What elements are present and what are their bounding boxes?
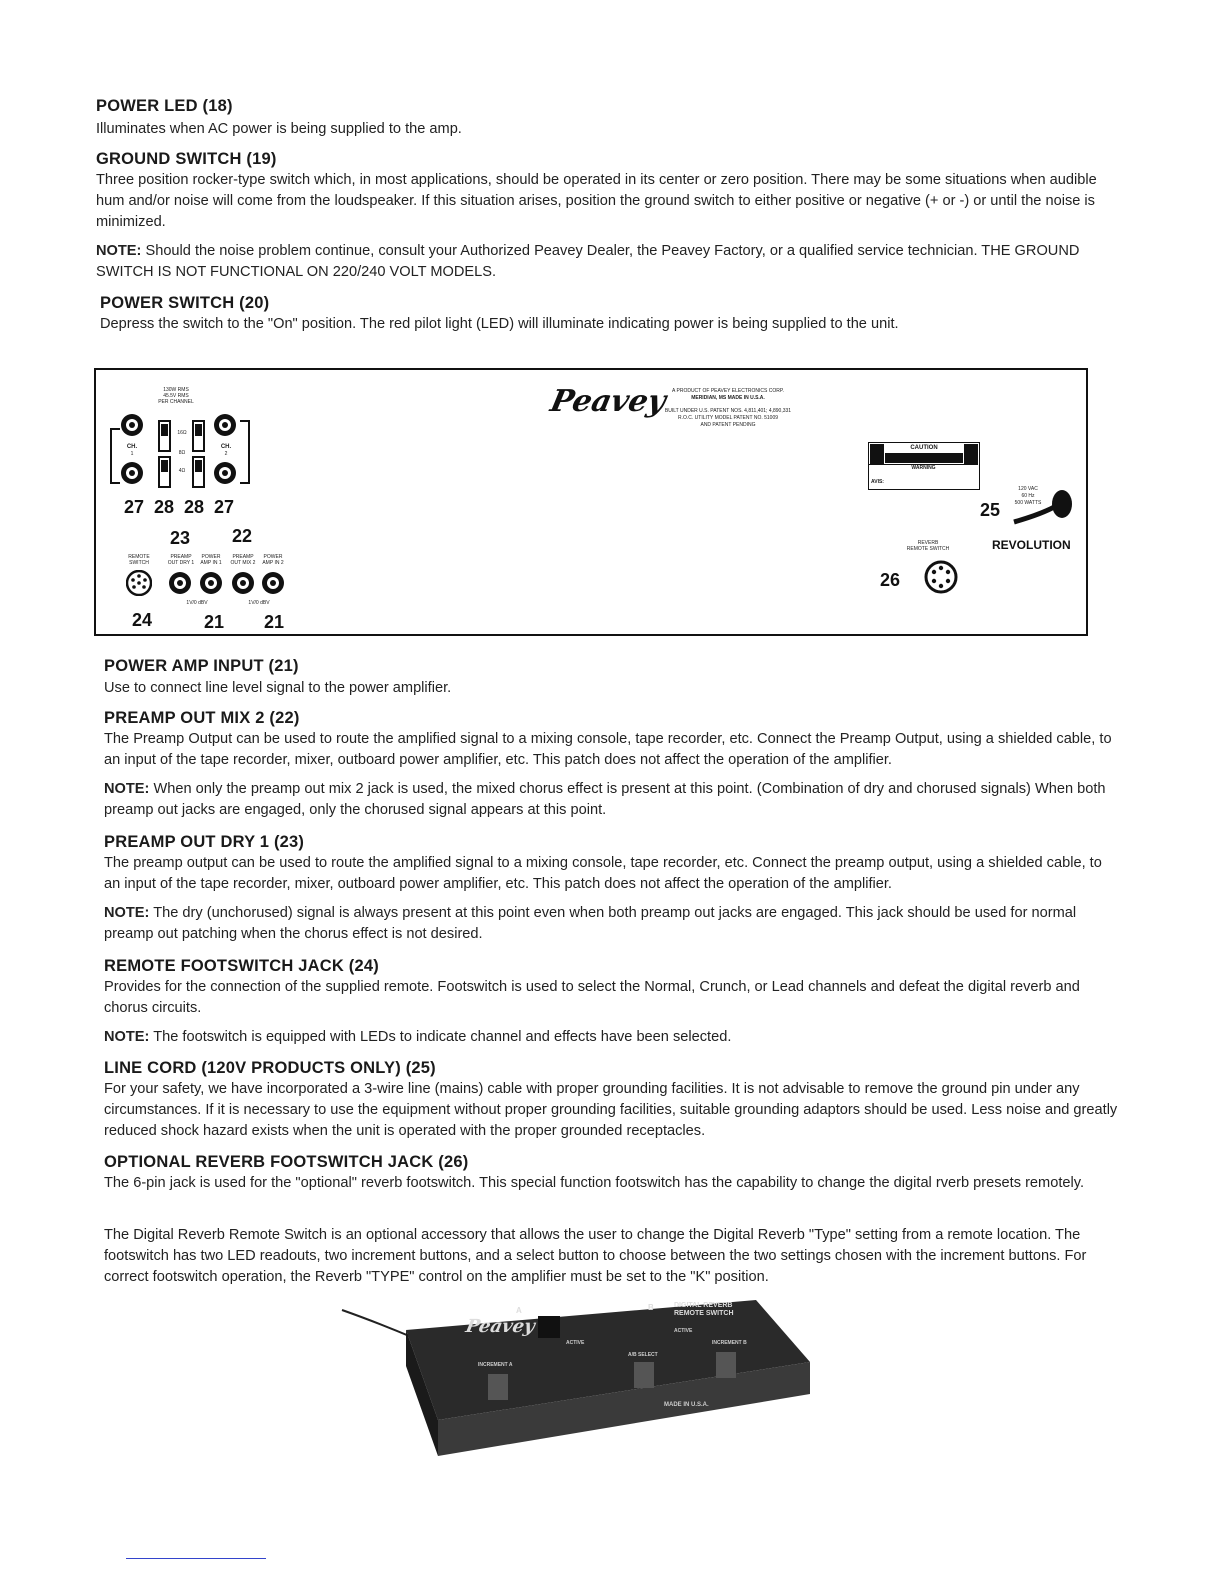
power-rating-1: 120 VAC: [1018, 486, 1038, 492]
bracket-right: [240, 420, 250, 484]
digital-reverb-footswitch-photo: [336, 1296, 816, 1472]
warning-triangle-icon-right: [964, 444, 978, 464]
footswitch-increment-a: INCREMENT A: [478, 1362, 513, 1368]
note-text: When only the preamp out mix 2 jack is used, the mixed chorus effect is present at this point. (Combination of dry and chorused signals) When both preamp out jacks are engaged, only the chorused signal appears at this point.: [104, 781, 1106, 818]
footswitch-label-a: A: [516, 1306, 522, 1315]
label-amp-in-2: POWER AMP IN 2: [262, 554, 284, 566]
footswitch-made: MADE IN U.S.A.: [664, 1402, 709, 1408]
rating-text-1: 130W RMS: [163, 387, 189, 393]
note-text: The footswitch is equipped with LEDs to indicate channel and effects have been selected.: [153, 1029, 732, 1045]
impedance-switch-1b: [158, 456, 171, 488]
footswitch-active-a: ACTIVE: [566, 1340, 585, 1346]
callout-27-right: 27: [214, 497, 235, 517]
line-cord-text: For your safety, we have incorporated a 3-wire line (mains) cable with proper grounding facilities. It is not advisable to remove the ground pin under any circumstances. If it is necessary to use the equipment without proper grounding facilities, suitable grounding adaptors should be used. Less noise and greatly reduced shock hazard exists when the unit is operated with the proper grounded receptacles.: [104, 1081, 1118, 1139]
ground-note: [96, 241, 1116, 283]
ground-switch-heading: GROUND SWITCH (19): [96, 150, 277, 168]
callout-25: 25: [980, 500, 1001, 520]
impedance-16: 16Ω: [177, 430, 187, 436]
callout-21-b: 21: [264, 612, 285, 632]
impedance-switch-1a: [158, 420, 171, 452]
line-cord-icon: [1012, 488, 1074, 526]
info-line-2: MERIDIAN, MS MADE IN U.S.A.: [691, 395, 765, 401]
line-cord-heading: LINE CORD (120V PRODUCTS ONLY) (25): [104, 1059, 436, 1077]
optional-reverb-heading: OPTIONAL REVERB FOOTSWITCH JACK (26): [104, 1153, 469, 1171]
reverb-label-2: REMOTE SWITCH: [906, 546, 950, 552]
preamp-mix-text: The Preamp Output can be used to route the amplified signal to a mixing console, tape recorder, etc. Connect the Preamp Output, using a shielded cable, to an input of the tape recorder, mixer, outboard power amplifier, etc. This patch does not affect the operation of the amplifier.: [104, 731, 1112, 768]
preamp-mix-note: [104, 779, 1119, 821]
power-switch-text: Depress the switch to the "On" position. The red pilot light (LED) will illuminate indicating power is being supplied to the unit.: [100, 316, 899, 332]
caution-label: [868, 442, 980, 490]
note-text: The dry (unchorused) signal is always present at this point even when both preamp out jacks are engaged. This jack should be used for normal preamp out patching when the chorus effect is not desired.: [104, 905, 1077, 942]
power-led-heading: POWER LED (18): [96, 97, 233, 115]
footswitch-title: DIGITAL REVERB REMOTE SWITCH: [674, 1302, 734, 1317]
info-line-3: BUILT UNDER U.S. PATENT NOS. 4,811,401; 4,890,331: [664, 408, 792, 414]
impedance-4: 4Ω: [178, 468, 186, 474]
label-preamp-dry: PREAMP OUT DRY 1: [167, 554, 195, 566]
note-label: NOTE:: [104, 905, 150, 921]
note-label: NOTE:: [96, 243, 142, 259]
power-amp-input-heading: POWER AMP INPUT (21): [104, 657, 299, 675]
reverb-label-1: REVERB: [917, 540, 939, 546]
callout-24: 24: [132, 610, 153, 630]
avis-text: AVIS:: [871, 479, 884, 485]
power-rating-3: 500 WATTS: [1014, 500, 1042, 506]
speaker-jack-ch1-b: [121, 462, 143, 484]
power-led-text: Illuminates when AC power is being supplied to the amp.: [96, 121, 462, 137]
preamp-dry-note: [104, 903, 1119, 945]
impedance-switch-2b: [192, 456, 205, 488]
power-amp-input-text: Use to connect line level signal to the power amplifier.: [104, 680, 452, 696]
callout-26: 26: [880, 570, 901, 590]
remote-din-jack: [126, 570, 152, 596]
warning-text: WARNING: [869, 464, 978, 471]
remote-footswitch-note: [104, 1027, 1119, 1048]
note-label: NOTE:: [104, 1029, 150, 1045]
speaker-jack-ch2-b: [214, 462, 236, 484]
footer-rule: [126, 1558, 266, 1559]
ch2-number: 2: [224, 451, 228, 457]
preamp-dry-text: The preamp output can be used to route the amplified signal to a mixing console, tape recorder, etc. Connect the preamp output, using a shielded cable, to an input of the tape recorder, mixer, outboard power amplifier, etc. This patch does not affect the operation of the amplifier.: [104, 855, 1102, 892]
callout-22: 22: [232, 526, 253, 546]
callout-21-a: 21: [204, 612, 225, 632]
rating-text-3: PER CHANNEL: [158, 399, 194, 405]
label-remote-switch: REMOTE SWITCH: [128, 554, 150, 566]
callout-28-left: 28: [154, 497, 175, 517]
footswitch-logo: Peavey: [463, 1316, 537, 1337]
power-rating-2: 60 Hz: [1021, 493, 1035, 499]
remote-footswitch-heading: REMOTE FOOTSWITCH JACK (24): [104, 957, 379, 975]
preamp-out-mix-jack: [232, 572, 254, 594]
caution-text: CAUTION: [910, 445, 938, 451]
preamp-out-dry-jack: [169, 572, 191, 594]
bracket-left: [110, 428, 120, 484]
power-switch-heading: POWER SWITCH (20): [100, 294, 270, 312]
footswitch-select: A/B SELECT: [628, 1352, 658, 1358]
footswitch-increment-b: INCREMENT B: [712, 1340, 747, 1346]
preamp-mix-heading: PREAMP OUT MIX 2 (22): [104, 709, 300, 727]
footswitch-active-b: ACTIVE: [674, 1328, 693, 1334]
ch2-label: CH.: [220, 444, 232, 450]
warning-triangle-icon-left: [870, 444, 884, 464]
impedance-switch-2a: [192, 420, 205, 452]
preamp-dry-heading: PREAMP OUT DRY 1 (23): [104, 833, 305, 851]
label-preamp-mix: PREAMP OUT MIX 2: [230, 554, 256, 566]
speaker-jack-ch2-a: [214, 414, 236, 436]
note-label: NOTE:: [104, 781, 150, 797]
level-label-1: 1V/0 dBV: [186, 600, 208, 606]
label-amp-in-1: POWER AMP IN 1: [200, 554, 222, 566]
impedance-8: 8Ω: [178, 450, 186, 456]
footswitch-label-b: B: [648, 1303, 654, 1312]
remote-footswitch-text: Provides for the connection of the supplied remote. Footswitch is used to select the Normal, Crunch, or Lead channels and defeat the digital reverb and chorus circuits.: [104, 979, 1080, 1016]
reverb-footswitch-jack: [924, 560, 958, 594]
peavey-logo: Peavey: [547, 384, 669, 419]
ch1-number: 1: [130, 451, 134, 457]
power-amp-in-2-jack: [262, 572, 284, 594]
info-line-5: AND PATENT PENDING: [700, 422, 756, 428]
optional-reverb-text: The 6-pin jack is used for the "optional" reverb footswitch. This special function footswitch has the capability to change the digital rverb presets remotely.: [104, 1175, 1084, 1191]
revolution-logo: REVOLUTION: [992, 538, 1071, 552]
ground-switch-text: Three position rocker-type switch which, in most applications, should be operated in its center or zero position. There may be some situations when audible hum and/or noise will come from the loudspeaker. If this situation arises, position the ground switch to either positive or negative (+ or -) or until the noise is minimized.: [96, 172, 1097, 230]
caution-bar: [885, 453, 963, 463]
info-line-4: R.O.C. UTILITY MODEL PATENT NO. 51009: [677, 415, 779, 421]
info-line-1: A PRODUCT OF PEAVEY ELECTRONICS CORP.: [672, 388, 784, 394]
digital-reverb-paragraph: The Digital Reverb Remote Switch is an optional accessory that allows the user to change the Digital Reverb "Type" setting from a remote location. The footswitch has two LED readouts, two increment buttons, and a select button to choose between the two settings chosen with the increment buttons. For correct footswitch operation, the Reverb "TYPE" control on the amplifier must be set to the "K" position.: [104, 1227, 1087, 1285]
power-amp-in-1-jack: [200, 572, 222, 594]
rating-text-2: 45.5V RMS: [163, 393, 189, 399]
note-text: Should the noise problem continue, consult your Authorized Peavey Dealer, the Peavey Factory, or a qualified service technician. THE GROUND SWITCH IS NOT FUNCTIONAL ON 220/240 VOLT MODELS.: [96, 243, 1080, 280]
level-label-2: 1V/0 dBV: [248, 600, 270, 606]
rear-panel-diagram: [94, 368, 1088, 636]
callout-23: 23: [170, 528, 191, 548]
speaker-jack-ch1-a: [121, 414, 143, 436]
callout-27-left: 27: [124, 497, 145, 517]
callout-28-right: 28: [184, 497, 205, 517]
ch1-label: CH.: [126, 444, 138, 450]
